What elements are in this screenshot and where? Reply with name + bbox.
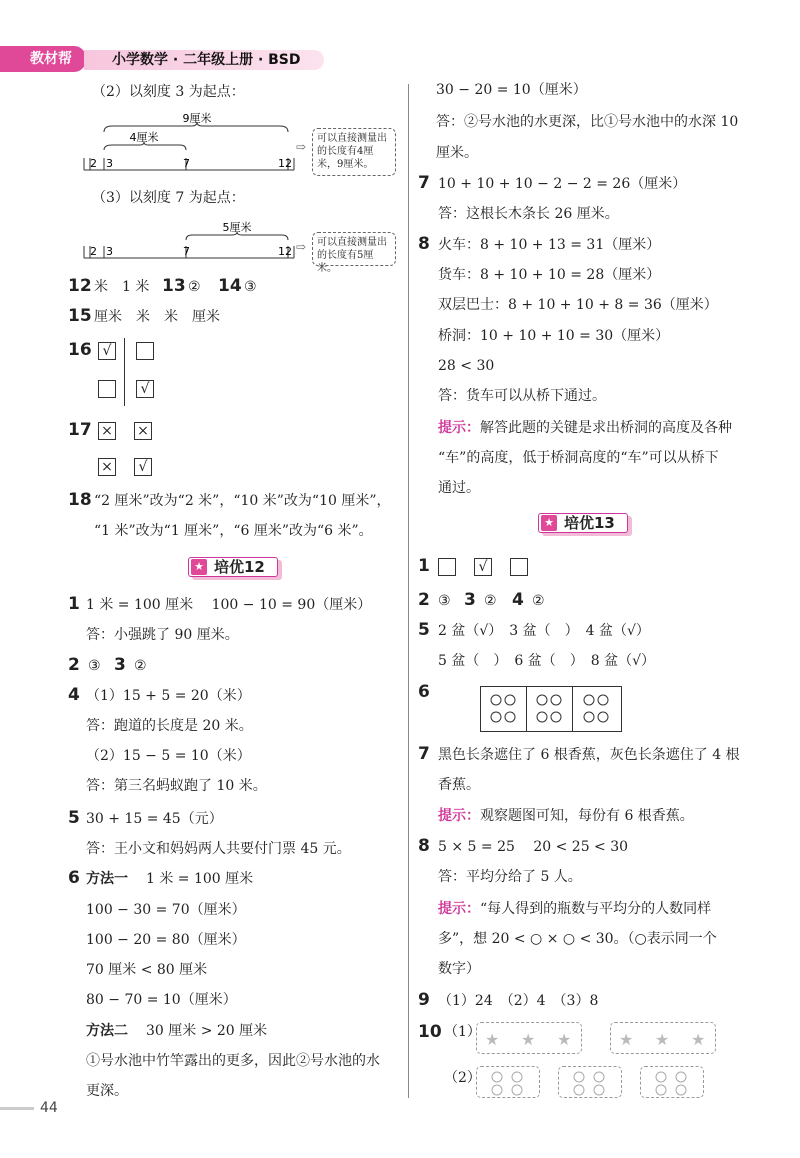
section-badge-12 (188, 557, 282, 581)
question-number: 3 (114, 655, 126, 675)
page-number-bar (0, 1107, 34, 1110)
p1-line2: 答：小强跳了 90 厘米。 (86, 627, 239, 643)
tip-8-line2: “车”的高度，低于桥洞高度的“车”可以从桥下 (438, 450, 719, 466)
question-number: 13 (162, 276, 186, 296)
question-number: 16 (68, 340, 92, 360)
p4-line3: （2）15 − 5 = 10（米） (86, 748, 251, 764)
question-number: 7 (418, 744, 430, 764)
brand-tag: 教材帮 (0, 46, 86, 72)
b8-line1: 5 × 5 = 25 20 < 25 < 30 (438, 839, 629, 855)
ruler3-diagram (82, 218, 302, 264)
ruler3-tick-12: 12 (278, 245, 292, 258)
circle-group (476, 1066, 540, 1098)
svg-text:★: ★ (557, 1030, 572, 1049)
tip-label: 提示： (438, 808, 480, 824)
r0-line3: 厘米。 (436, 145, 478, 161)
b6-grid (480, 686, 622, 732)
circle-cluster-icon (641, 1067, 705, 1099)
b5-line1: 2 盆（√） 3 盆（ ） 4 盆（√） (438, 623, 650, 639)
question-number: 10 (418, 1022, 442, 1042)
svg-text:★: ★ (521, 1030, 536, 1049)
question-number: 9 (418, 990, 430, 1010)
question-number: 4 (68, 685, 80, 705)
question-number: 2 (418, 590, 430, 610)
tip-8b-line3: 数字） (438, 961, 480, 977)
p6-line1: 1 米 = 100 厘米 (146, 871, 254, 887)
a7-line1: 10 + 10 + 10 − 2 − 2 = 26（厘米） (438, 176, 687, 192)
section-title: 培优12 (214, 558, 265, 576)
ruler2-tick-7: 7 (183, 157, 190, 170)
a8-line6: 答：货车可以从桥下通过。 (438, 388, 606, 404)
checkbox-b1-b: √ (474, 556, 492, 576)
p2-answer: ③ (88, 658, 101, 674)
checkbox-16-c (98, 378, 116, 398)
checkbox-16-a: √ (98, 340, 116, 360)
answer-18-line2: “1 米”改为“1 厘米”，“6 厘米”改为“6 米”。 (94, 523, 373, 539)
a8-line1: 火车：8 + 10 + 13 = 31（厘米） (438, 237, 661, 253)
ruler2-top-label: 9厘米 (182, 112, 212, 125)
b10-part1-label: （1） (444, 1024, 481, 1040)
section-title: 培优13 (564, 514, 615, 532)
checkbox-16-d: √ (136, 378, 154, 398)
circle-cluster-icon (559, 1067, 623, 1099)
question-number: 5 (68, 808, 80, 828)
book-title: 小学数学 · 二年级上册 · BSD (112, 52, 301, 68)
ruler3-label: （3）以刻度 7 为起点： (92, 190, 245, 206)
question-number: 4 (512, 590, 524, 610)
star-icon: ★ (541, 515, 557, 531)
page-number-text: 44 (40, 1100, 58, 1116)
b10-part2-label: （2） (444, 1070, 481, 1086)
checkbox-b1-c (510, 556, 528, 576)
ruler3-tick-2: 2 (90, 245, 97, 258)
p6-line5: 80 − 70 = 10（厘米） (86, 992, 237, 1008)
p5-line1: 30 + 15 = 45（元） (86, 811, 223, 827)
checkbox-16-b (136, 340, 154, 360)
answer-18-line1: “2 厘米”改为“2 米”，“10 米”改为“10 厘米”， (94, 493, 391, 509)
question-number: 6 (418, 682, 430, 702)
p5-line2: 答：王小文和妈妈两人共要付门票 45 元。 (86, 841, 351, 857)
p4-line2: 答：跑道的长度是 20 米。 (86, 718, 253, 734)
svg-text:★: ★ (619, 1030, 634, 1049)
ruler2-inner-label: 4厘米 (129, 131, 159, 144)
ruler3-top-label: 5厘米 (222, 221, 252, 234)
question-number: 5 (418, 620, 430, 640)
checkbox-b1-a (438, 556, 456, 576)
question-number: 1 (68, 594, 80, 614)
p4-line1: （1）15 + 5 = 20（米） (86, 688, 251, 704)
circle-group-icon (481, 687, 527, 731)
b7-line2: 香蕉。 (438, 777, 480, 793)
tip-7: 提示：观察题图可知，每份有 6 根香蕉。 (438, 808, 694, 824)
question-number: 8 (418, 234, 430, 254)
b6-cell (573, 687, 619, 731)
checkbox-17-c: × (98, 456, 116, 476)
circle-cluster-icon (477, 1067, 541, 1099)
circle-group (640, 1066, 704, 1098)
star-row-icon (611, 1023, 717, 1055)
ruler2-diagram (82, 108, 302, 176)
method-1-label: 方法一 (86, 871, 128, 887)
r0-line1: 30 − 20 = 10（厘米） (436, 82, 587, 98)
b5-line2: 5 盆（ ） 6 盆（ ） 8 盆（√） (438, 653, 655, 669)
answer-12: 米 1 米 (94, 279, 150, 295)
b6-cell (527, 687, 573, 731)
q16-divider (124, 338, 125, 406)
page-header (0, 46, 330, 74)
ruler3-note: 可以直接测量出的长度有5厘米。 (312, 232, 396, 266)
p6-line7: ①号水池中竹竿露出的更多，因此②号水池的水 (86, 1053, 380, 1069)
checkbox-17-a: × (98, 420, 116, 440)
ruler2-note: 可以直接测量出的长度有4厘米，9厘米。 (312, 128, 396, 176)
ruler2-tick-3: 3 (106, 157, 113, 170)
question-number: 8 (418, 836, 430, 856)
svg-text:★: ★ (485, 1030, 500, 1049)
tip-8: 提示：解答此题的关键是求出桥洞的高度及各种 (438, 420, 732, 436)
question-number: 17 (68, 420, 92, 440)
answer-13: ② (188, 279, 201, 295)
circle-group (558, 1066, 622, 1098)
svg-text:★: ★ (691, 1030, 706, 1049)
section-badge-13 (538, 513, 632, 537)
tip-8-line3: 通过。 (438, 480, 480, 496)
question-number: 6 (68, 868, 80, 888)
arrow-icon: ⇨ (296, 140, 307, 154)
a8-line4: 桥洞：10 + 10 + 10 = 30（厘米） (438, 328, 670, 344)
a8-line5: 28 < 30 (438, 358, 495, 374)
answer-14: ③ (244, 279, 257, 295)
star-icon: ★ (191, 559, 207, 575)
ruler2-tick-2: 2 (90, 157, 97, 170)
ruler3-tick-3: 3 (106, 245, 113, 258)
p6-line4: 70 厘米 < 80 厘米 (86, 962, 208, 978)
ruler2-tick-12: 12 (278, 157, 292, 170)
tip-8b-line2: 多”，想 20 < ○ × ○ < 30。（○表示同一个 (438, 931, 717, 947)
question-number: 18 (68, 490, 92, 510)
b2-answer: ③ (438, 593, 451, 609)
ruler3-tick-7: 7 (183, 245, 190, 258)
question-number: 3 (464, 590, 476, 610)
a8-line2: 货车：8 + 10 + 10 = 28（厘米） (438, 267, 661, 283)
p3-answer: ② (134, 658, 147, 674)
question-number: 15 (68, 306, 92, 326)
checkbox-17-d: √ (134, 456, 152, 476)
p4-line4: 答：第三名蚂蚁跑了 10 米。 (86, 778, 267, 794)
arrow-icon: ⇨ (296, 240, 307, 254)
p6-line6: 30 厘米 > 20 厘米 (146, 1023, 268, 1039)
question-number: 7 (418, 173, 430, 193)
method-2-label: 方法二 (86, 1023, 128, 1039)
p6-line8: 更深。 (86, 1083, 128, 1099)
b6-cell (481, 687, 527, 731)
page-number (0, 1100, 58, 1116)
star-group-a (476, 1022, 582, 1054)
circle-group-icon (527, 687, 573, 731)
circle-group-icon (573, 687, 619, 731)
a8-line3: 双层巴士：8 + 10 + 10 + 8 = 36（厘米） (438, 297, 718, 313)
column-divider (408, 84, 409, 1098)
question-number: 2 (68, 655, 80, 675)
b9-answer: （1）24 （2）4 （3）8 (438, 993, 599, 1009)
b4-answer: ② (532, 593, 545, 609)
checkbox-17-b: × (134, 420, 152, 440)
b8-line2: 答：平均分给了 5 人。 (438, 869, 582, 885)
star-group-b (610, 1022, 716, 1054)
tip-label: 提示： (438, 901, 480, 917)
p6-line2: 100 − 30 = 70（厘米） (86, 902, 246, 918)
r0-line2: 答：②号水池的水更深，比①号水池中的水深 10 (436, 114, 739, 130)
svg-text:★: ★ (655, 1030, 670, 1049)
question-number: 1 (418, 556, 430, 576)
question-number: 12 (68, 276, 92, 296)
b3-answer: ② (484, 593, 497, 609)
ruler2-label: （2）以刻度 3 为起点： (92, 84, 245, 100)
answer-15: 厘米 米 米 厘米 (94, 309, 220, 325)
p6-line3: 100 − 20 = 80（厘米） (86, 932, 246, 948)
question-number: 14 (218, 276, 242, 296)
a7-line2: 答：这根长木条长 26 厘米。 (438, 206, 619, 222)
p1-line1: 1 米 = 100 厘米 100 − 10 = 90（厘米） (86, 597, 372, 613)
tip-label: 提示： (438, 420, 480, 436)
b7-line1: 黑色长条遮住了 6 根香蕉，灰色长条遮住了 4 根 (438, 747, 740, 763)
tip-8b: 提示：“每人得到的瓶数与平均分的人数同样 (438, 901, 712, 917)
star-row-icon (477, 1023, 583, 1055)
